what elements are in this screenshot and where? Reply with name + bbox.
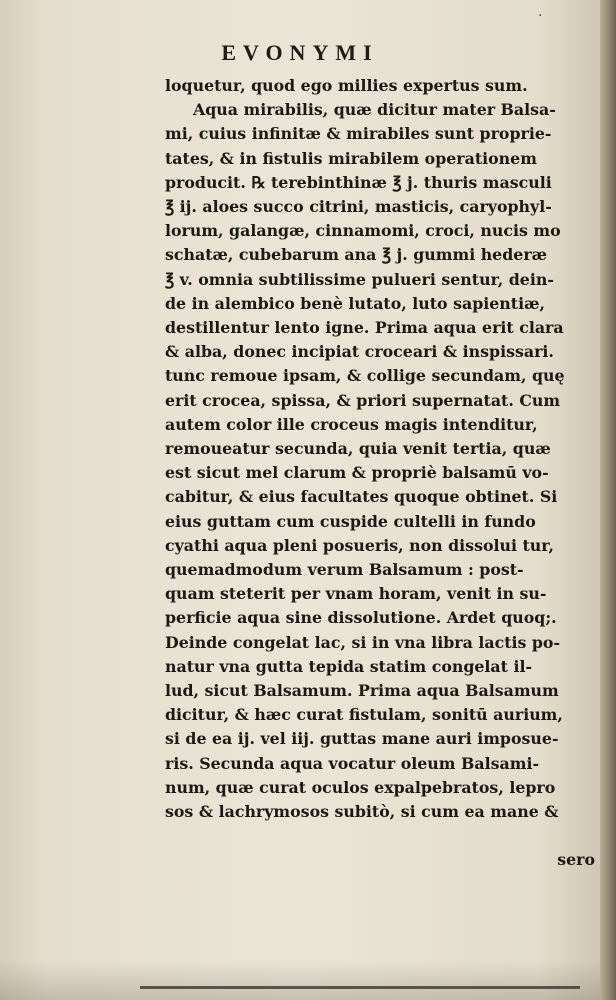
body-text (165, 74, 595, 824)
running-head: EVONYMI (221, 40, 379, 65)
text-line: cyathi aqua pleni posueris, non dissolui tur, (165, 535, 554, 555)
text-line: lorum, galangæ, cinnamomi, croci, nucis mo (165, 221, 561, 241)
text-line: destillentur lento igne. Prima aqua erit clara (165, 318, 564, 338)
text-line: remoueatur secunda, quia venit tertia, quæ (165, 439, 551, 459)
top-mark: · (538, 8, 543, 24)
text-line: cabitur, & eius facultates quoque obtinet. Si (165, 487, 558, 507)
text-line: perficie aqua sine dissolutione. Ardet quoq;. (165, 608, 557, 628)
page-edge (600, 0, 616, 1000)
bottom-rule (140, 986, 580, 989)
text-line: Deinde congelat lac, si in vna libra lactis po- (165, 632, 561, 652)
text-line: mi, cuius infinitæ & mirabiles sunt proprie- (165, 124, 552, 144)
text-line: autem color ille croceus magis intenditur, (165, 414, 538, 434)
text-line: dicitur, & hæc curat fistulam, sonitū aurium, (165, 705, 563, 725)
bottom-shadow (0, 960, 600, 1000)
text-line: natur vna gutta tepida statim congelat il- (165, 656, 533, 676)
text-line: de in alembico benè lutato, luto sapientiæ, (165, 293, 545, 313)
text-line: quemadmodum verum Balsamum : post- (165, 560, 524, 580)
text-line: Aqua mirabilis, quæ dicitur mater Balsa- (193, 100, 556, 120)
text-line: num, quæ curat oculos expalpebratos, lepro (165, 777, 556, 797)
text-line: erit crocea, spissa, & priori supernatat. Cum (165, 390, 561, 410)
text-line: producit. ℞ terebinthinæ ℥ j. thuris masculi (165, 172, 552, 192)
text-line: est sicut mel clarum & propriè balsamū vo- (165, 463, 549, 483)
text-line: loquetur, quod ego millies expertus sum. (165, 76, 528, 95)
catchword: sero (557, 850, 595, 869)
text-line: ris. Secunda aqua vocatur oleum Balsami- (165, 753, 539, 773)
text-line: tates, & in fistulis mirabilem operationem (165, 148, 537, 168)
text-line: si de ea ij. vel iij. guttas mane auri imposue- (165, 729, 559, 749)
text-line: eius guttam cum cuspide cultelli in fundo (165, 511, 536, 531)
text-line: schatæ, cubebarum ana ℥ j. gummi hederæ (165, 245, 548, 265)
text-line: tunc remoue ipsam, & collige secundam, quę (165, 366, 565, 386)
text-line: sos & lachrymosos subitò, si cum ea mane & (165, 802, 559, 822)
text-line: ℥ v. omnia subtilissime pulueri sentur, dein- (165, 269, 554, 289)
text-line: ℥ ij. aloes succo citrini, masticis, caryophyl- (165, 197, 552, 217)
text-line: lud, sicut Balsamum. Prima aqua Balsamum (165, 681, 559, 701)
text-line: & alba, donec incipiat croceari & inspissari. (165, 342, 554, 362)
text-line: quam steterit per vnam horam, venit in su- (165, 584, 547, 604)
